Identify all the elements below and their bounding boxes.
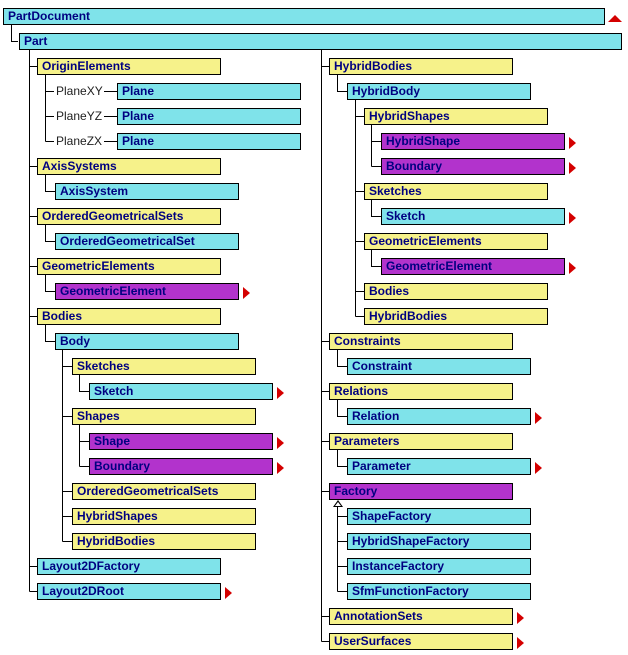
expand-arrow-icon[interactable] xyxy=(535,412,542,424)
originelements-node[interactable]: OriginElements xyxy=(37,58,221,75)
expand-arrow-icon[interactable] xyxy=(517,612,524,624)
expand-arrow-icon[interactable] xyxy=(569,262,576,274)
plane-xy-node[interactable]: Plane xyxy=(117,83,301,100)
inheritance-triangle-icon xyxy=(333,500,343,507)
expand-arrow-icon[interactable] xyxy=(277,437,284,449)
parameter-node[interactable]: Parameter xyxy=(347,458,531,475)
body-hybridshapes-node[interactable]: HybridShapes xyxy=(72,508,256,525)
hb-boundary-node[interactable]: Boundary xyxy=(381,158,565,175)
planeyz-label: PlaneYZ xyxy=(56,109,103,123)
expand-arrow-icon[interactable] xyxy=(569,212,576,224)
constraints-node[interactable]: Constraints xyxy=(329,333,513,350)
hb-sketches-node[interactable]: Sketches xyxy=(364,183,548,200)
bodies-node[interactable]: Bodies xyxy=(37,308,221,325)
expand-arrow-icon[interactable] xyxy=(277,462,284,474)
layout2dfactory-node[interactable]: Layout2DFactory xyxy=(37,558,221,575)
hybridbodies-node[interactable]: HybridBodies xyxy=(329,58,513,75)
body-shapes-node[interactable]: Shapes xyxy=(72,408,256,425)
hb-geometricelement-node[interactable]: GeometricElement xyxy=(381,258,565,275)
axissystems-node[interactable]: AxisSystems xyxy=(37,158,221,175)
hb-sketch-node[interactable]: Sketch xyxy=(381,208,565,225)
expand-arrow-icon[interactable] xyxy=(277,387,284,399)
expand-arrow-icon[interactable] xyxy=(569,162,576,174)
body-orderedgeometricalsets-node[interactable]: OrderedGeometricalSets xyxy=(72,483,256,500)
orderedgeometricalset-node[interactable]: OrderedGeometricalSet xyxy=(55,233,239,250)
parameters-node[interactable]: Parameters xyxy=(329,433,513,450)
expand-arrow-icon[interactable] xyxy=(225,587,232,599)
usersurfaces-node[interactable]: UserSurfaces xyxy=(329,633,513,650)
sfmfunctionfactory-node[interactable]: SfmFunctionFactory xyxy=(347,583,531,600)
hb-geometricelements-node[interactable]: GeometricElements xyxy=(364,233,548,250)
expand-arrow-icon[interactable] xyxy=(517,637,524,649)
axissystem-node[interactable]: AxisSystem xyxy=(55,183,239,200)
hybridshapefactory-node[interactable]: HybridShapeFactory xyxy=(347,533,531,550)
hb-hybridbodies-node[interactable]: HybridBodies xyxy=(364,308,548,325)
body-boundary-node[interactable]: Boundary xyxy=(89,458,273,475)
body-sketches-node[interactable]: Sketches xyxy=(72,358,256,375)
geometricelements-node[interactable]: GeometricElements xyxy=(37,258,221,275)
hybridbody-node[interactable]: HybridBody xyxy=(347,83,531,100)
planezx-label: PlaneZX xyxy=(56,134,103,148)
planexy-label: PlaneXY xyxy=(56,84,103,98)
partdocument-node[interactable]: PartDocument xyxy=(3,8,605,25)
shapefactory-node[interactable]: ShapeFactory xyxy=(347,508,531,525)
plane-zx-node[interactable]: Plane xyxy=(117,133,301,150)
expand-arrow-icon[interactable] xyxy=(243,287,250,299)
body-hybridbodies-node[interactable]: HybridBodies xyxy=(72,533,256,550)
plane-yz-node[interactable]: Plane xyxy=(117,108,301,125)
body-sketch-node[interactable]: Sketch xyxy=(89,383,273,400)
part-node[interactable]: Part xyxy=(19,33,622,50)
instancefactory-node[interactable]: InstanceFactory xyxy=(347,558,531,575)
relation-node[interactable]: Relation xyxy=(347,408,531,425)
body-shape-node[interactable]: Shape xyxy=(89,433,273,450)
layout2droot-node[interactable]: Layout2DRoot xyxy=(37,583,221,600)
factory-node[interactable]: Factory xyxy=(329,483,513,500)
hb-hybridshapes-node[interactable]: HybridShapes xyxy=(364,108,548,125)
expand-arrow-icon[interactable] xyxy=(535,462,542,474)
relations-node[interactable]: Relations xyxy=(329,383,513,400)
body-node[interactable]: Body xyxy=(55,333,239,350)
geometricelement-node[interactable]: GeometricElement xyxy=(55,283,239,300)
hb-bodies-node[interactable]: Bodies xyxy=(364,283,548,300)
orderedgeometricalsets-node[interactable]: OrderedGeometricalSets xyxy=(37,208,221,225)
hb-hybridshape-node[interactable]: HybridShape xyxy=(381,133,565,150)
collapse-up-arrow-icon[interactable] xyxy=(608,15,622,22)
expand-arrow-icon[interactable] xyxy=(569,137,576,149)
annotationsets-node[interactable]: AnnotationSets xyxy=(329,608,513,625)
constraint-node[interactable]: Constraint xyxy=(347,358,531,375)
